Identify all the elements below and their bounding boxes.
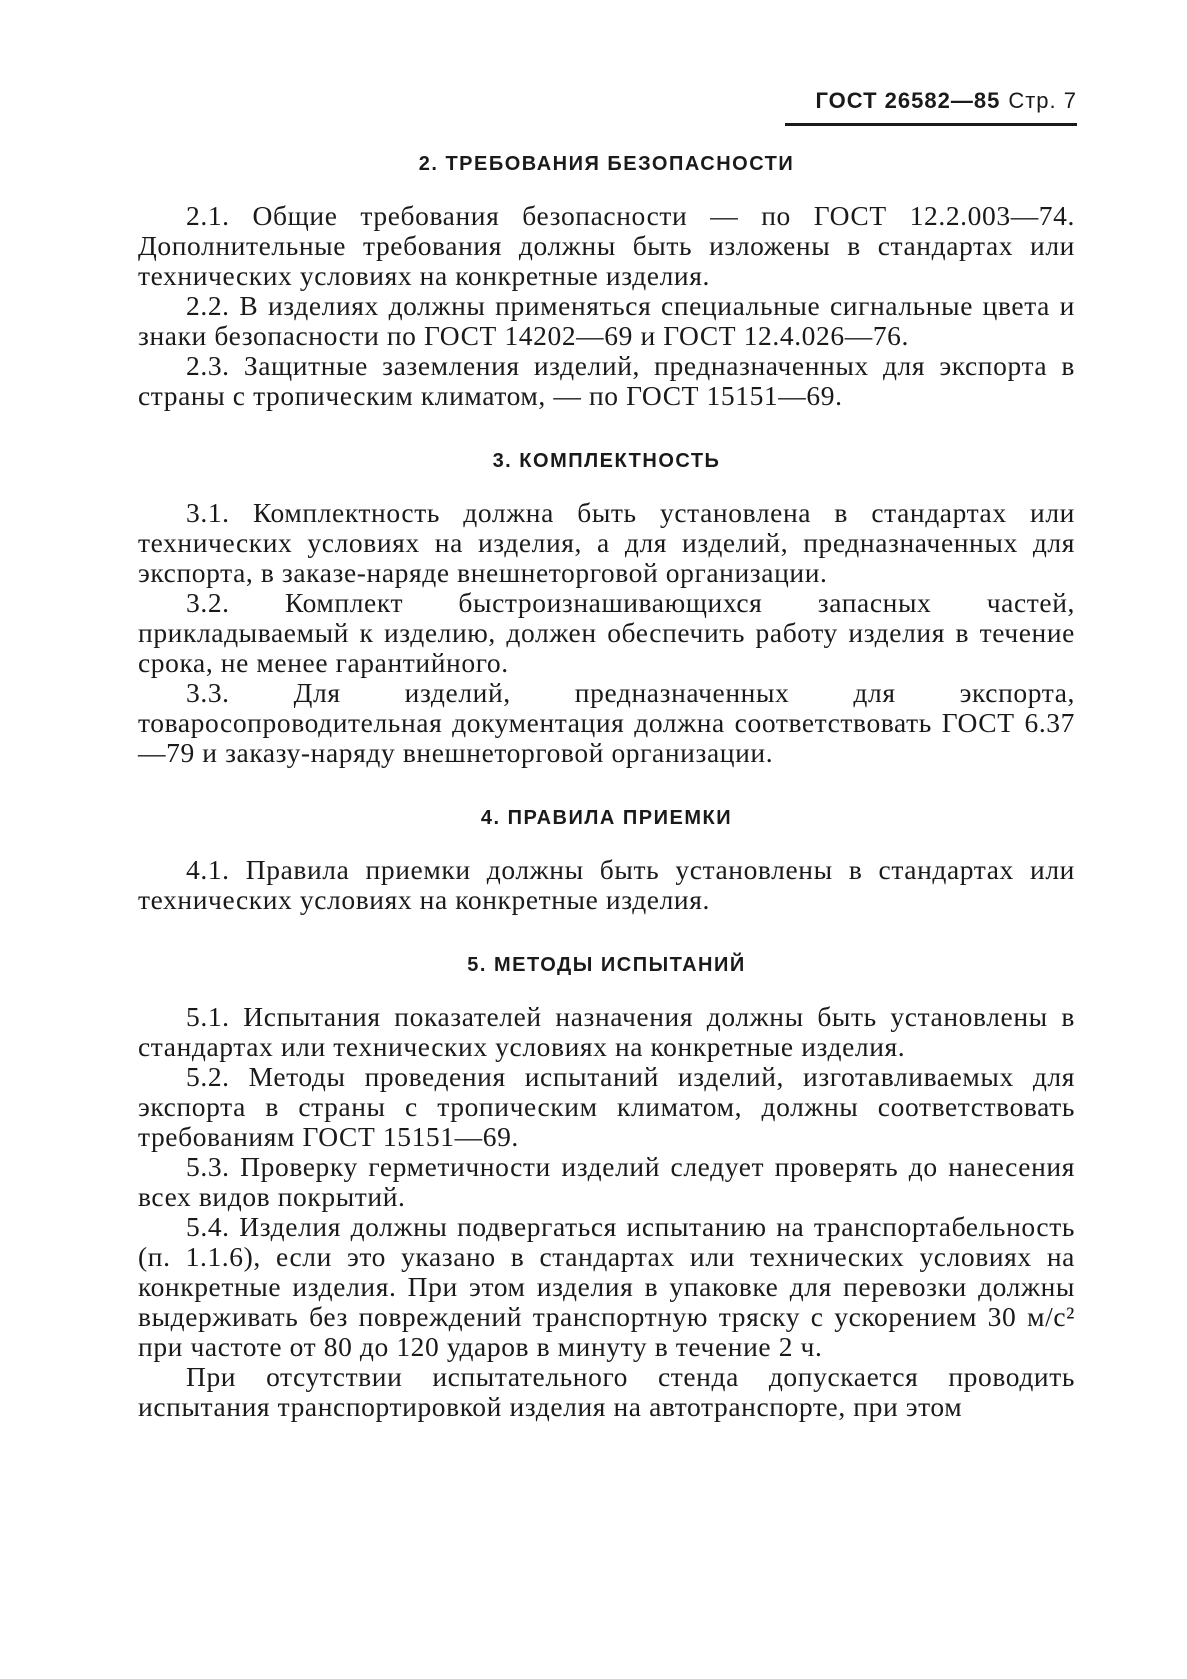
paragraph: 5.1. Испытания показателей назначения должны быть установлены в стандартах или технических условиях на конкретные изделия. xyxy=(138,1001,1075,1062)
paragraph: 2.3. Защитные заземления изделий, предназначенных для экспорта в страны с тропическим климатом, — по ГОСТ 15151—69. xyxy=(138,350,1075,411)
standard-number: ГОСТ 26582—85 xyxy=(815,88,1001,113)
section-title: 4. ПРАВИЛА ПРИЕМКИ xyxy=(480,807,733,829)
page-number: Стр. 7 xyxy=(1008,88,1077,113)
section-acceptance-rules xyxy=(138,804,1075,915)
paragraph: 3.2. Комплект быстроизнашивающихся запасных частей, прикладываемый к изделию, должен обеспечить работу изделия в течение срока, не менее гарантийного. xyxy=(138,587,1075,678)
paragraph: При отсутствии испытательного стенда допускается проводить испытания транспортировкой изделия на автотранспорте, при этом xyxy=(138,1361,1075,1422)
paragraph: 5.2. Методы проведения испытаний изделий, изготавливаемых для экспорта в страны с тропическим климатом, должны соответствовать требованиям ГОСТ 15151—69. xyxy=(138,1061,1075,1152)
paragraph: 3.1. Комплектность должна быть установлена в стандартах или технических условиях на изделия, а для изделий, предназначенных для экспорта, в заказе-наряде внешнеторговой организации. xyxy=(138,497,1075,588)
section-title: 3. КОМПЛЕКТНОСТЬ xyxy=(492,450,721,472)
section-completeness xyxy=(138,447,1075,768)
section-safety xyxy=(138,150,1075,411)
paragraph: 5.4. Изделия должны подвергаться испытанию на транспортабельность (п. 1.1.6), если это указано в стандартах или технических условиях на конкретные изделия. При этом изделия в упаковке для перевозки должны выдерживать без повреждений транспортную тряску с ускорением 30 м/с² при частоте от 80 до 120 ударов в минуту в течение 2 ч. xyxy=(138,1211,1075,1362)
paragraph: 2.1. Общие требования безопасности — по ГОСТ 12.2.003—74. Дополнительные требования должны быть изложены в стандартах или технических условиях на конкретные изделия. xyxy=(138,200,1075,291)
section-test-methods xyxy=(138,951,1075,1422)
paragraph: 5.3. Проверку герметичности изделий следует проверять до нанесения всех видов покрытий. xyxy=(138,1151,1075,1212)
paragraph: 4.1. Правила приемки должны быть установлены в стандартах или технических условиях на конкретные изделия. xyxy=(138,854,1075,915)
paragraph: 3.3. Для изделий, предназначенных для экспорта, товаросопроводительная документация должна соответствовать ГОСТ 6.37—79 и заказу-наряду внешнеторговой организации. xyxy=(138,677,1075,768)
section-title: 2. ТРЕБОВАНИЯ БЕЗОПАСНОСТИ xyxy=(418,153,795,175)
paragraph: 2.2. В изделиях должны применяться специальные сигнальные цвета и знаки безопасности по ГОСТ 14202—69 и ГОСТ 12.4.026—76. xyxy=(138,290,1075,351)
header-rule xyxy=(785,123,1077,126)
document-body xyxy=(138,150,1075,1458)
section-title: 5. МЕТОДЫ ИСПЫТАНИЙ xyxy=(467,954,746,976)
page-header xyxy=(787,88,1077,114)
